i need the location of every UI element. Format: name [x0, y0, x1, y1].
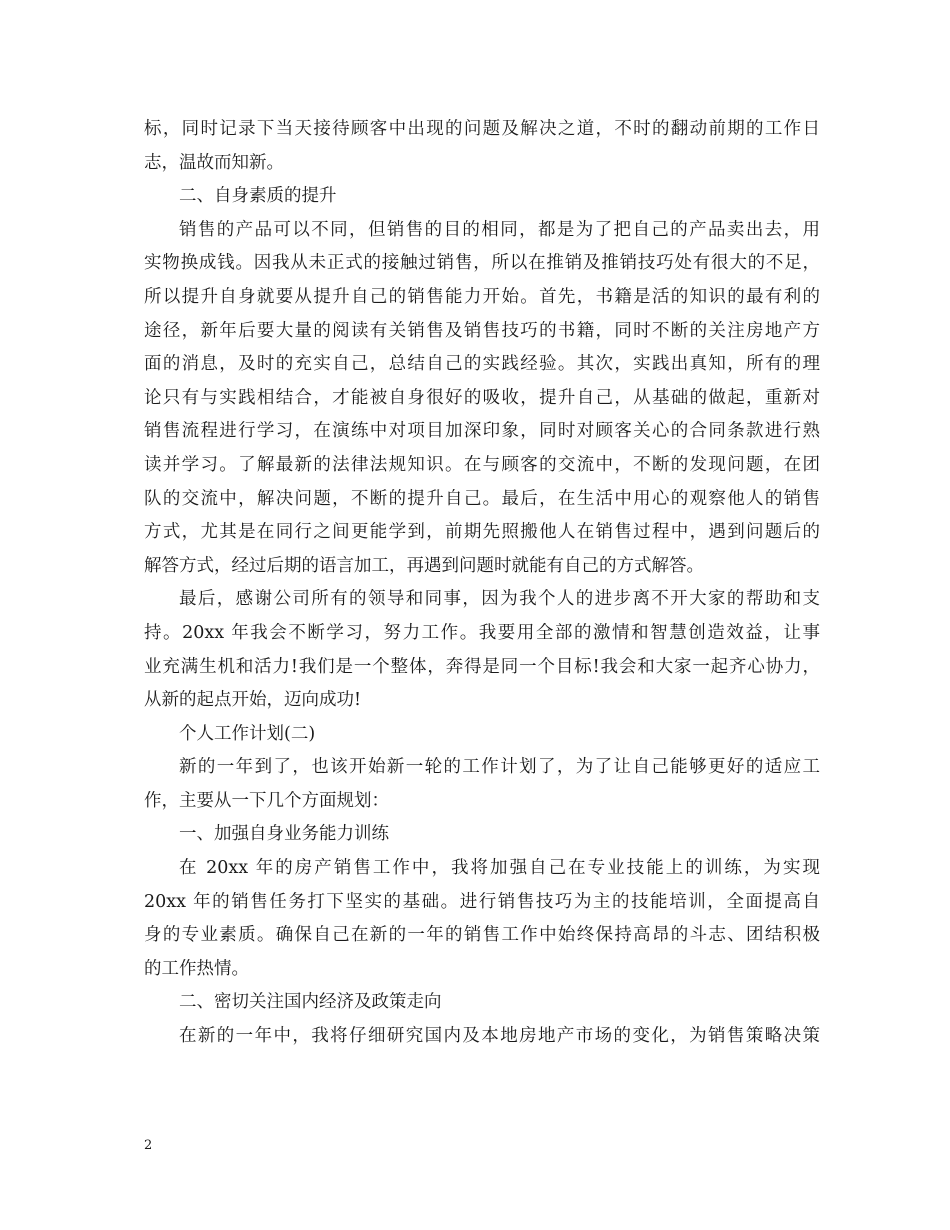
text-line: 途径，新年后要大量的阅读有关销售及销售技巧的书籍，同时不断的关注房地产方 — [144, 320, 820, 341]
paragraph — [144, 180, 820, 214]
text-line: 个人工作计划(二) — [179, 723, 316, 744]
text-line: 的工作热情。 — [144, 958, 249, 979]
text-line: 最后，感谢公司所有的领导和同事，因为我个人的进步离不开大家的帮助和支 — [179, 589, 820, 610]
text-line: 志，温故而知新。 — [144, 152, 284, 173]
paragraph — [144, 1020, 820, 1054]
text-line: 队的交流中，解决问题，不断的提升自己。最后，在生活中用心的观察他人的销售 — [144, 488, 820, 509]
text-line: 方式，尤其是在同行之间更能学到，前期先照搬他人在销售过程中，遇到问题后的 — [144, 522, 820, 543]
text-line: 新的一年到了，也该开始新一轮的工作计划了，为了让自己能够更好的适应工 — [179, 757, 820, 778]
text-line: 标，同时记录下当天接待顾客中出现的问题及解决之道，不时的翻动前期的工作日 — [144, 119, 820, 139]
text-line: 身的专业素质。确保自己在新的一年的销售工作中始终保持高昂的斗志、团结积极 — [144, 925, 820, 946]
text-line: 持。20xx 年我会不断学习，努力工作。我要用全部的激情和智慧创造效益，让事 — [144, 622, 820, 643]
paragraph — [144, 818, 820, 852]
paragraph — [144, 718, 820, 752]
body-text — [144, 113, 820, 1054]
paragraph — [144, 583, 820, 717]
text-line: 业充满生机和活力!我们是一个整体，奔得是同一个目标!我会和大家一起齐心协力， — [144, 656, 820, 677]
text-line: 读并学习。了解最新的法律法规知识。在与顾客的交流中，不断的发现问题，在团 — [144, 454, 820, 475]
text-line: 二、密切关注国内经济及政策走向 — [179, 992, 442, 1013]
text-line: 作，主要从一下几个方面规划： — [144, 790, 389, 811]
text-line: 销售的产品可以不同，但销售的目的相同，都是为了把自己的产品卖出去，用 — [179, 219, 820, 240]
paragraph — [144, 986, 820, 1020]
text-line: 在 20xx 年的房产销售工作中，我将加强自己在专业技能上的训练，为实现 — [179, 858, 820, 879]
text-line: 从新的起点开始，迈向成功! — [144, 690, 362, 711]
text-line: 所以提升自身就要从提升自己的销售能力开始。首先，书籍是活的知识的最有利的 — [144, 286, 820, 307]
page-number: 2 — [144, 1138, 153, 1153]
paragraph — [144, 751, 820, 818]
text-line: 20xx 年的销售任务打下坚实的基础。进行销售技巧为主的技能培训，全面提高自 — [144, 891, 820, 912]
paragraph — [144, 852, 820, 986]
text-line: 一、加强自身业务能力训练 — [179, 824, 389, 845]
text-line: 二、自身素质的提升 — [179, 186, 337, 207]
text-line: 论只有与实践相结合，才能被自身很好的吸收，提升自己，从基础的做起，重新对 — [144, 387, 820, 408]
paragraph — [144, 214, 820, 584]
text-line: 面的消息，及时的充实自己，总结自己的实践经验。其次，实践出真知，所有的理 — [144, 354, 820, 375]
text-line: 在新的一年中，我将仔细研究国内及本地房地产市场的变化，为销售策略决策 — [179, 1026, 820, 1047]
text-line: 实物换成钱。因我从未正式的接触过销售，所以在推销及推销技巧处有很大的不足， — [144, 253, 820, 274]
paragraph — [144, 113, 820, 180]
text-line: 解答方式，经过后期的语言加工，再遇到问题时就能有自己的方式解答。 — [144, 555, 704, 576]
text-line: 销售流程进行学习，在演练中对项目加深印象，同时对顾客关心的合同条款进行熟 — [144, 421, 820, 442]
